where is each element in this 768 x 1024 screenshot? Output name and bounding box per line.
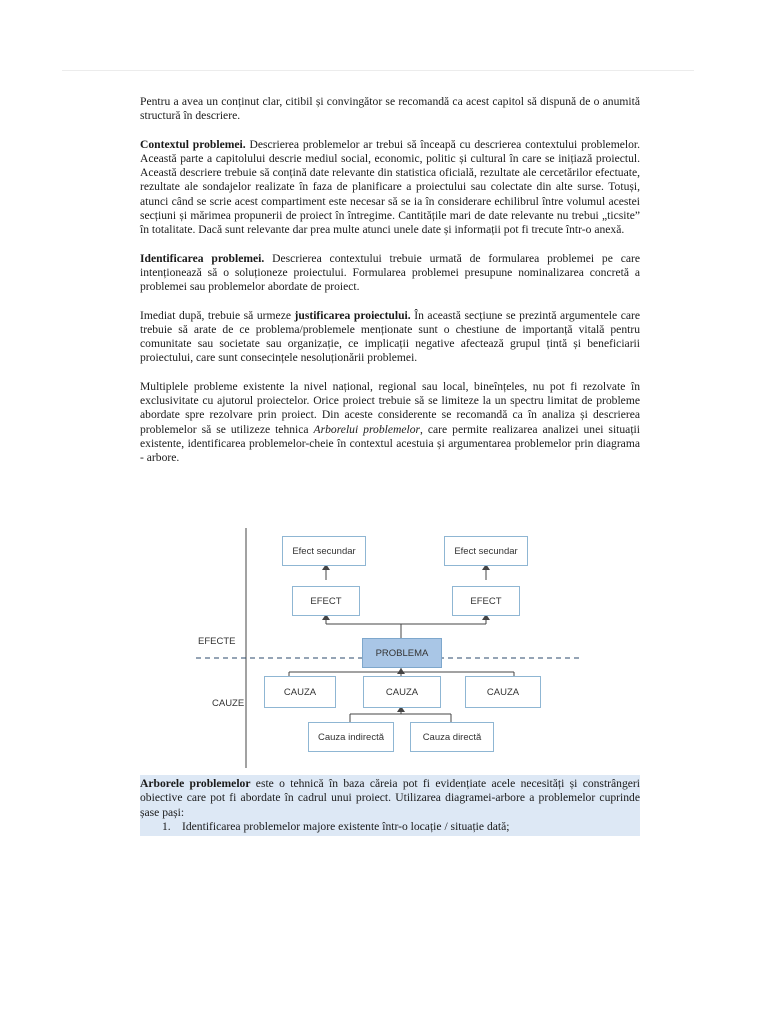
tree-paragraph xyxy=(140,777,640,820)
intro-paragraph: Pentru a avea un conținut clar, citibil și convingător se recomandă ca acest capitol să dispună de o anumită structură în descriere. xyxy=(140,95,640,123)
step-text: Identificarea problemelor majore existente într-o locație / situație dată; xyxy=(182,819,510,833)
identification-heading: Identificarea problemei. xyxy=(140,251,265,265)
effect-box-right: EFECT xyxy=(452,586,520,616)
justification-before: Imediat după, trebuie să urmeze xyxy=(140,308,291,322)
cause-box-right: CAUZA xyxy=(465,676,541,708)
multiple-italic: Arborelui problemelor xyxy=(313,422,421,436)
causes-label: CAUZE xyxy=(212,698,245,709)
multiple-after: , care permite realizarea analizei unei situații existente, identificarea problemelor-cheie în contextul acestuia și argumentarea problemelor prin diagrama - arbore. xyxy=(140,422,640,465)
step-list-item xyxy=(140,820,640,834)
direct-cause-box: Cauza directă xyxy=(410,722,494,752)
secondary-effect-box-right: Efect secundar xyxy=(444,536,528,566)
cause-box-center: CAUZA xyxy=(363,676,441,708)
effect-box-left: EFECT xyxy=(292,586,360,616)
context-paragraph xyxy=(140,138,640,238)
step-number: 1. xyxy=(162,819,171,833)
effects-label: EFECTE xyxy=(198,636,236,647)
problem-tree-diagram xyxy=(196,528,582,768)
identification-paragraph xyxy=(140,252,640,295)
indirect-cause-box: Cauza indirectă xyxy=(308,722,394,752)
context-heading: Contextul problemei. xyxy=(140,137,246,151)
problem-box: PROBLEMA xyxy=(362,638,442,668)
justification-after: În această secțiune se prezintă argumentele care trebuie să arate de ce problema/problemele menționate sunt o chestiune de importanță vitală pentru comunitate sau societate sau organizație, ce implicații negative afectează grupul țintă și beneficiarii proiectului, care sunt consecințele nesoluționării problemei. xyxy=(140,308,640,365)
multiple-before: Multiplele probleme existente la nivel național, regional sau local, bineînțeles, nu pot fi rezolvate în exclusivitate cu ajutorul proiectelor. Orice proiect trebuie să se limiteze la un spectru limitat de probleme abordate spre rezolvare prin proiect. Din aceste considerente se recomandă ca în analiza și descrierea problemelor să se utilizeze tehnica xyxy=(140,379,640,436)
justification-bold: justificarea proiectului. xyxy=(294,308,411,322)
tree-bold: Arborele problemelor xyxy=(140,777,251,790)
document-body xyxy=(140,95,640,466)
tree-text: este o tehnică în baza căreia pot fi evidențiate acele necesități și constrângeri obiective care pot fi abordate în cadrul unui proiect. Utilizarea diagramei-arbore a problemelor cuprinde șase pași: xyxy=(140,777,640,819)
highlighted-section xyxy=(140,775,640,836)
justification-paragraph xyxy=(140,309,640,366)
secondary-effect-box-left: Efect secundar xyxy=(282,536,366,566)
top-rule xyxy=(62,70,694,71)
multiple-paragraph xyxy=(140,380,640,466)
identification-text: Descrierea contextului trebuie urmată de formularea problemei pe care intenționează să o soluționeze proiectului. Formularea problemei presupune nominalizarea concretă a problemei sau problemelor abordate de proiect. xyxy=(140,251,641,294)
context-text: Descrierea problemelor ar trebui să înceapă cu descrierea contextului problemelor. Această parte a capitolului descrie mediul social, economic, politic și cultural în care se inițiază proiectul. Această descriere trebuie să conțină date relevante din statistica oficială, rezultate ale cercetărilor efectuate, rezultate ale sondajelor realizate în faza de planificare a proiectului sau colectate din alte surse. Totuși, atunci când se scrie acest compartiment este necesar să se ia în considerare echilibrul între volumul acestei secțiuni și mărimea propunerii de proiect în întregime. Cantitățile mari de date relevante nu trebui „ticsite” în totalitate. Dacă sunt relevante dar prea multe atunci unele date și informații pot fi trecute într-o anexă. xyxy=(140,137,640,237)
cause-box-left: CAUZA xyxy=(264,676,336,708)
